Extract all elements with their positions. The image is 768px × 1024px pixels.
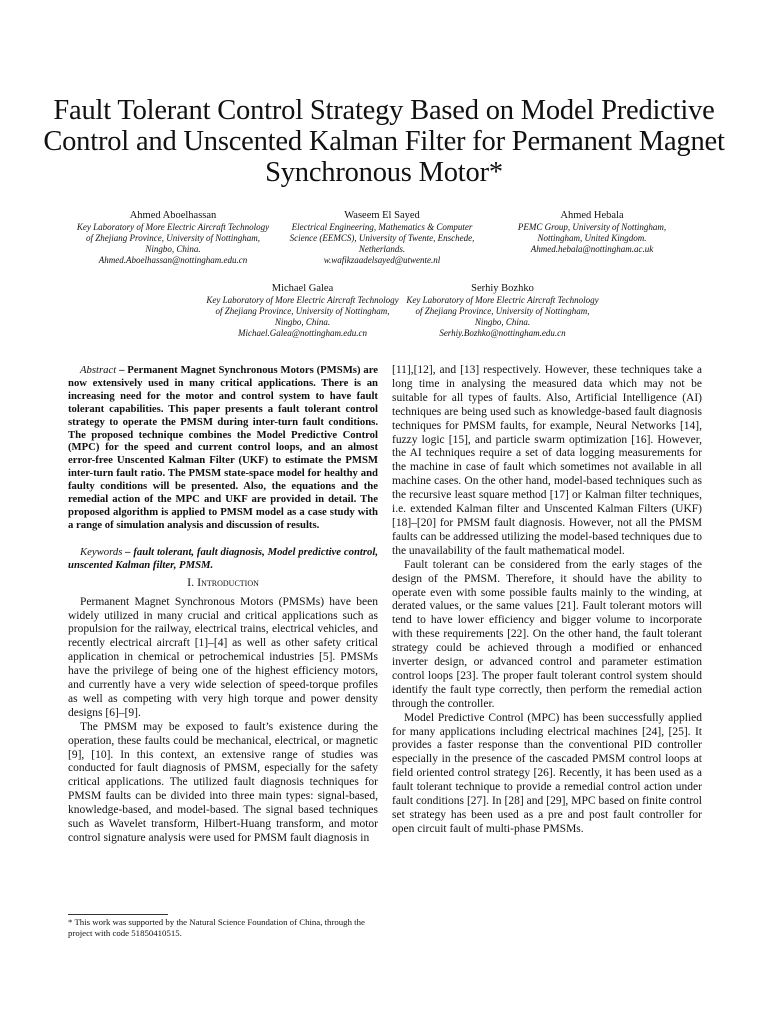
author-block — [495, 209, 689, 255]
keywords-dash: – — [122, 545, 134, 558]
author-name: Waseem El Sayed — [344, 210, 420, 221]
section-heading — [68, 575, 378, 589]
author-email: Ahmed.hebala@nottingham.ac.uk — [530, 244, 654, 254]
right-column — [392, 364, 702, 837]
author-name: Ahmed Hebala — [560, 210, 624, 221]
body-paragraph: Permanent Magnet Synchronous Motors (PMSMs) have been widely utilized in many crucial and critical applications such as propulsion for the railway, electrical trains, electrical vehicles, and recently electrical aircraft [1]–[4] as well as other safety critical application in chemical or petrochemical industries [5]. PMSMs have the privilege of being one of the highest efficiency motors, and currently have a very wide selection of speed-torque profiles as well as competing with very high torque and power density designs [6]–[9]. — [68, 595, 378, 719]
abstract — [68, 364, 378, 532]
author-name: Michael Galea — [271, 283, 334, 294]
body-paragraph: The PMSM may be exposed to fault’s existence during the operation, these faults could be mechanical, electrical, or magnetic [9], [10]. In this context, an extensive range of studies was conducted for fault diagnosis of PMSM, especially for the safety critical applications. The utilized fault diagnosis techniques for PMSM faults can be divided into three main types: signal-based, knowledge-based, and model-based. The signal based techniques such as Wavelet transform, Hilbert-Huang transform, and motor control signature analysis were used for PMSM fault diagnosis in — [68, 720, 378, 844]
author-block — [405, 282, 600, 339]
author-email: w.wafikzaadelsayed@utwente.nl — [323, 255, 441, 265]
abstract-lead: Abstract — [80, 364, 117, 376]
footnote: * This work was supported by the Natural Science Foundation of China, through the project with code 51850410515. — [68, 917, 365, 938]
author-affiliation: Key Laboratory of More Electric Aircraft Technology of Zhejiang Province, University of Nottingham, Ningbo, China. — [206, 295, 399, 327]
author-email: Serhiy.Bozhko@nottingham.edu.cn — [439, 328, 566, 338]
section-title: Introduction — [197, 574, 259, 589]
abstract-dash: – — [116, 364, 128, 376]
author-name: Serhiy Bozhko — [471, 283, 534, 294]
author-email: Michael.Galea@nottingham.edu.cn — [237, 328, 367, 338]
author-affiliation: Key Laboratory of More Electric Aircraft Technology of Zhejiang Province, University of Nottingham, Ningbo, China. — [76, 222, 270, 254]
body-paragraph: Fault tolerant can be considered from the early stages of the design of the PMSM. Therefore, it should have the ability to operate even with some possible faults mainly to the winding, at derated values, or the same values [21]. Fault tolerant motors will tend to have lower efficiency and bigger volume to incorporate with these requirements [22]. On the other hand, the fault tolerant strategy could be achieved through a modified or enhanced inverter design, or advanced control and parameter estimation control loops [23]. The proper fault tolerant control system should identify the fault type correctly, then perform the remedial action through the controller. — [392, 558, 702, 710]
author-block — [76, 209, 270, 266]
body-paragraph: Model Predictive Control (MPC) has been successfully applied for many applications including electrical machines [24], [25]. It provides a faster response than the conventional PID controller especially in the presence of the cascaded PMSM control loops at field oriented control strategy [26]. Recently, it has been used as a fault tolerant technique to provide a remedial control action under fault conditions [27]. In [28] and [29], MPC based on finite control set strategy has been used as a pre and post fault controller for open circuit fault of multi-phase PMSMs. — [392, 711, 702, 835]
author-affiliation: PEMC Group, University of Nottingham, Nottingham, United Kingdom. — [517, 222, 667, 243]
author-block — [205, 282, 400, 339]
paper-title: Fault Tolerant Control Strategy Based on Model Predictive Control and Unscented Kalman Filter for Permanent Magnet Synchronous Motor* — [43, 95, 725, 188]
body-paragraph: [11],[12], and [13] respectively. However, these techniques take a long time in analysing the measured data which may not be suitable for all types of faults. Also, Artificial Intelligence (AI) techniques are being used such as knowledge-based fault diagnosis techniques for PMSM faults, for example, Neural Networks [14], fuzzy logic [15], and particle swarm optimization [16]. However, the AI techniques require a set of data logging measurements for the machine in case of fault which sometimes not available in all machine cases. On the other hand, model-based techniques such as the recursive least square method [17] or Kalman filter techniques, i.e. extended Kalman filter and Unscented Kalman Filters (UKF) [18]–[20] for PMSM fault diagnosis. However, not all the PMSM faults can be addressed utilizing the model-based techniques due to the unavailability of the fault mathematical model. — [392, 364, 702, 557]
keywords — [68, 546, 378, 572]
footnote-divider — [68, 914, 168, 915]
author-email: Ahmed.Aboelhassan@nottingham.edu.cn — [98, 255, 248, 265]
left-column — [68, 364, 378, 846]
author-affiliation: Electrical Engineering, Mathematics & Computer Science (EEMCS), University of Twente, Enschede, Netherlands. — [289, 222, 475, 254]
author-affiliation: Key Laboratory of More Electric Aircraft Technology of Zhejiang Province, University of Nottingham, Ningbo, China. — [406, 295, 599, 327]
author-block — [282, 209, 482, 266]
author-name: Ahmed Aboelhassan — [129, 210, 217, 221]
section-number: I. — [187, 574, 195, 589]
keywords-lead: Keywords — [80, 545, 123, 558]
keywords-text: fault tolerant, fault diagnosis, Model predictive control, unscented Kalman filter, PMSM. — [68, 545, 379, 571]
abstract-text: Permanent Magnet Synchronous Motors (PMSMs) are now extensively used in many critical applications. There is an increasing need for the motor and control system to have fault tolerant capabilities. This paper presents a fault tolerant control strategy to operate the PMSM during inter-turn fault conditions. The proposed technique combines the Model Predictive Control (MPC) for the speed and current control loops, and an almost error-free Unscented Kalman Filter (UKF) to estimate the PMSM inter-turn fault ratio. The PMSM state-space model for healthy and faulty conditions will be presented. Also, the equations and the remedial action of the MPC and UKF are provided in detail. The proposed algorithm is applied to PMSM model as a case study with a range of simulation analysis and discussion of results. — [68, 364, 378, 531]
